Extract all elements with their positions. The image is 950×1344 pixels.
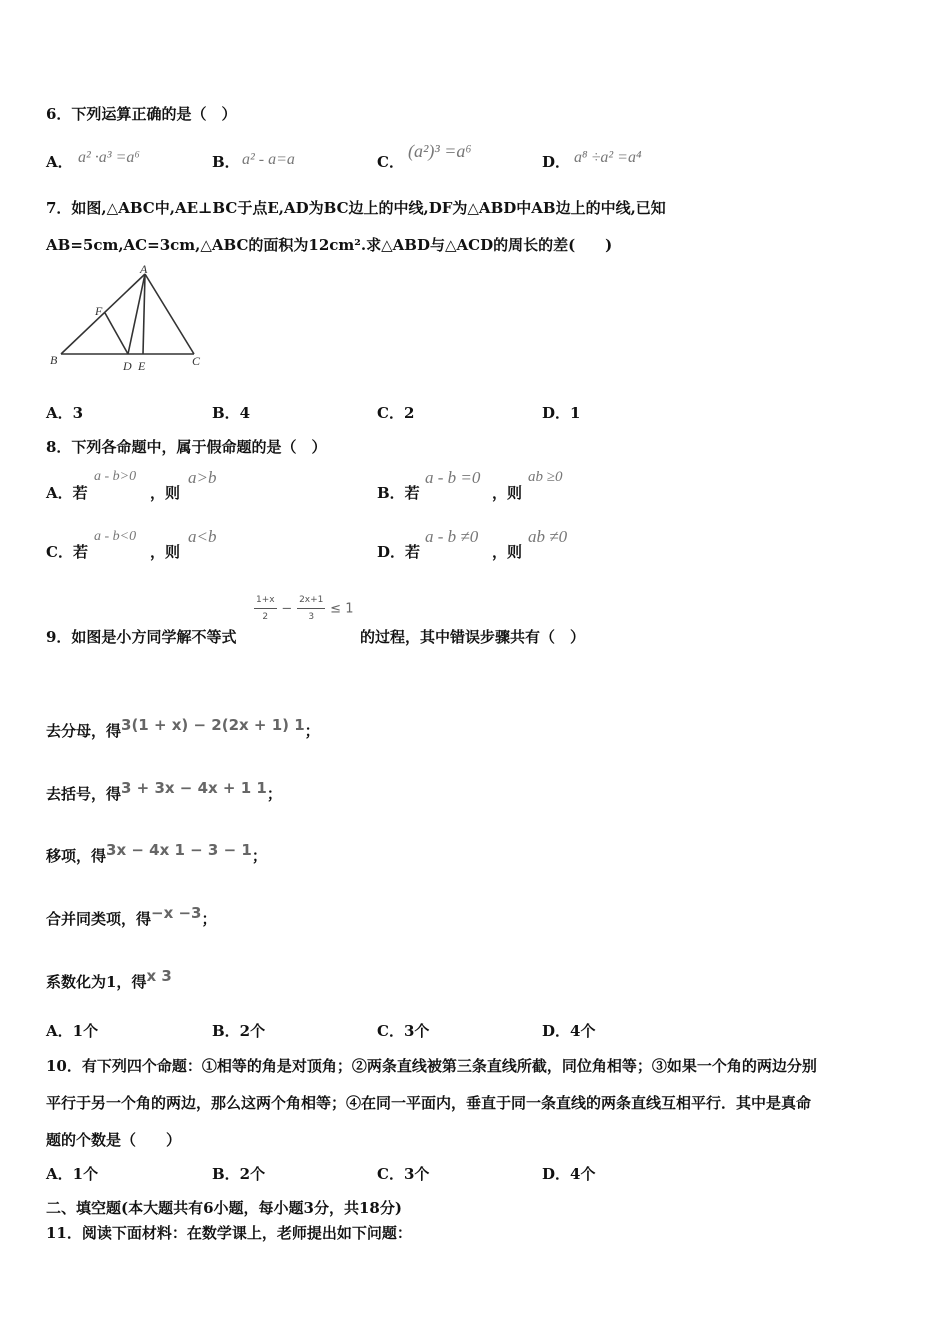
q8-option-b-cond: a - b =0: [425, 468, 481, 487]
q10-option-d: D．4个: [542, 1165, 596, 1183]
q8-option-d-label: D．若: [377, 543, 421, 561]
q8-option-d-then: ，则: [492, 543, 523, 561]
q9-step3: 移项，得3x − 4x 1 − 3 − 1；: [46, 841, 267, 865]
q8-option-c-res: a<b: [188, 527, 217, 546]
q7-triangle-figure: [44, 262, 214, 377]
q8-option-a-then: ，则: [150, 484, 181, 502]
q9-minus: −: [281, 601, 293, 617]
q8-option-c-label: C．若: [46, 543, 88, 561]
q8-option-a-res: a>b: [188, 468, 217, 487]
q7-stem-line1: 7．如图,△ABC中,AE⊥BC于点E,AD为BC边上的中线,DF为△ABD中AB边上的中线,已知: [46, 199, 666, 217]
fig-side-ac: [145, 274, 194, 354]
q10-stem-line2: 平行于另一个角的两边，那么这两个角相等；④在同一平面内，垂直于同一条直线的两条直线互相平行．其中是真命: [46, 1094, 812, 1112]
q8-option-a-cond: a - b>0: [94, 469, 137, 484]
q8-option-b-res: ab ≥0: [528, 469, 563, 485]
q9-leq: ≤ 1: [330, 601, 354, 617]
fig-label-b: B: [50, 353, 58, 367]
q8-option-d-res: ab ≠0: [528, 527, 568, 546]
fig-side-ab: [61, 274, 145, 354]
fig-label-f: F: [95, 304, 103, 318]
q9-step1-expr: 3(1 + x) − 2(2x + 1) 1: [121, 716, 305, 734]
q9-step5: 系数化为1，得x 3: [46, 967, 172, 991]
fig-median-ad: [128, 274, 145, 354]
q9-step4: 合并同类项，得−x −3；: [46, 904, 217, 928]
q9-step3-expr: 3x − 4x 1 − 3 − 1: [106, 841, 252, 859]
q10-option-a: A．1个: [46, 1165, 99, 1183]
fig-label-e: E: [138, 359, 146, 373]
q6-stem: 6．下列运算正确的是（ ）: [46, 105, 237, 123]
q9-inequality: [254, 592, 353, 624]
q10-option-c: C．3个: [377, 1165, 430, 1183]
section2-heading: 二、填空题(本大题共有6小题，每小题3分，共18分): [46, 1199, 402, 1217]
q9-step2: 去括号，得3 + 3x − 4x + 1 1；: [46, 779, 282, 803]
q7-stem-line2: AB=5cm,AC=3cm,△ABC的面积为12cm².求△ABD与△ACD的周长的差( ): [46, 236, 613, 254]
q9-step2-expr: 3 + 3x − 4x + 1 1: [121, 779, 267, 797]
q8-option-b-then: ，则: [492, 484, 523, 502]
q7-option-c: C．2: [377, 404, 415, 422]
q9-option-b: B．2个: [212, 1022, 266, 1040]
q9-option-a: A．1个: [46, 1022, 99, 1040]
q8-option-a-label: A．若: [46, 484, 88, 502]
q11-stem: 11．阅读下面材料：在数学课上，老师提出如下问题：: [46, 1224, 412, 1242]
q9-option-d: D．4个: [542, 1022, 596, 1040]
q9-stem-pre: 9．如图是小方同学解不等式: [46, 628, 237, 646]
q9-step5-expr: x 3: [146, 967, 172, 985]
fig-median-df: [105, 313, 128, 354]
q7-option-b: B．4: [212, 404, 251, 422]
q9-option-c: C．3个: [377, 1022, 430, 1040]
q8-option-d-cond: a - b ≠0: [425, 527, 479, 546]
fig-label-d: D: [123, 359, 132, 373]
q10-stem-line3: 题的个数是（ ）: [46, 1131, 182, 1149]
q6-option-c-expr: (a²)³ =a⁶: [408, 141, 472, 161]
q6-option-a-label: A．: [46, 153, 73, 171]
q8-stem: 8．下列各命题中，属于假命题的是（ ）: [46, 438, 327, 456]
q6-option-a-expr: a² ·a³ =a⁶: [78, 149, 140, 166]
q6-option-b-expr: a² - a=a: [242, 151, 295, 168]
q6-option-d-expr: a⁸ ÷a² =a⁴: [574, 149, 642, 166]
q10-option-b: B．2个: [212, 1165, 266, 1183]
q6-option-c-label: C．: [377, 153, 404, 171]
q8-option-b-label: B．若: [377, 484, 420, 502]
q8-option-c-cond: a - b<0: [94, 529, 137, 544]
q7-option-d: D．1: [542, 404, 581, 422]
q9-frac1: $\frac{1+x}{2}$: [254, 592, 277, 625]
fig-label-c: C: [192, 354, 201, 368]
q9-step1: 去分母，得3(1 + x) − 2(2x + 1) 1；: [46, 716, 320, 740]
fig-label-a: A: [140, 262, 148, 276]
q9-stem-post: 的过程，其中错误步骤共有（ ）: [360, 628, 586, 646]
q10-stem-line1: 10．有下列四个命题：①相等的角是对顶角；②两条直线被第三条直线所截，同位角相等；③如果一个角的两边分别: [46, 1057, 817, 1075]
q8-option-c-then: ，则: [150, 543, 181, 561]
q6-option-b-label: B．: [212, 153, 240, 171]
q9-frac2: $\frac{2x+1}{3}$: [297, 592, 325, 625]
q7-option-a: A．3: [46, 404, 84, 422]
q6-option-d-label: D．: [542, 153, 571, 171]
q9-step4-expr: −x −3: [151, 904, 202, 922]
fig-altitude-ae: [143, 274, 145, 354]
